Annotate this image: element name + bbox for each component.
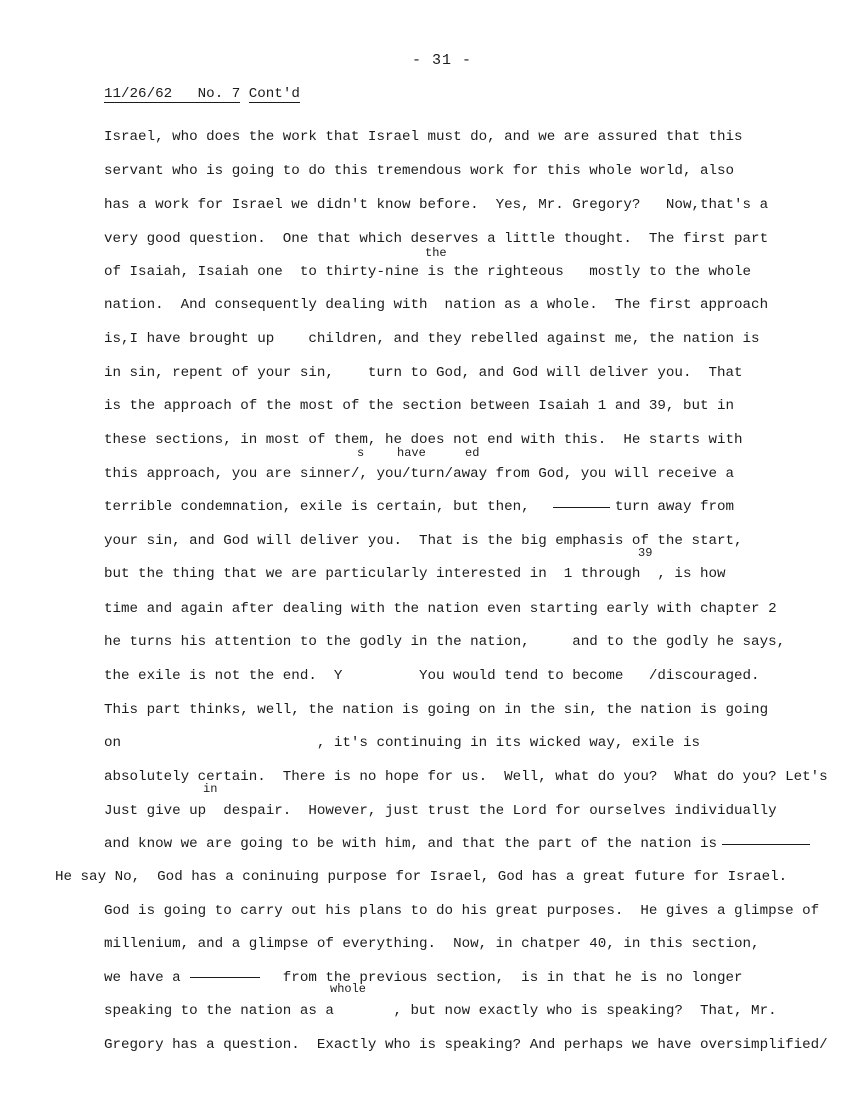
text-line: millenium, and a glimpse of everything. Now, in chatper 40, in this section, bbox=[104, 936, 760, 952]
insert-s: s bbox=[357, 446, 365, 460]
text-line: He say No, God has a coninuing purpose for Israel, God has a great future for Israel. bbox=[55, 869, 788, 885]
text-line: the exile is not the end. Y You would tend to become /discouraged. bbox=[104, 668, 760, 684]
text-line: we have a from the previous section, is in that he is no longer bbox=[104, 970, 743, 986]
insert-ed: ed bbox=[465, 446, 480, 460]
text-line: God is going to carry out his plans to do his great purposes. He gives a glimpse of bbox=[104, 903, 820, 919]
insert-in: in bbox=[203, 782, 218, 796]
page-number: - 31 - bbox=[412, 52, 473, 69]
page-header bbox=[104, 86, 300, 102]
text-line: but the thing that we are particularly interested in 1 through , is how bbox=[104, 566, 726, 582]
text-line: Israel, who does the work that Israel must do, and we are assured that this bbox=[104, 129, 743, 145]
text-line: he turns his attention to the godly in the nation, and to the godly he says, bbox=[104, 634, 786, 650]
text-line: servant who is going to do this tremendous work for this whole world, also bbox=[104, 163, 735, 179]
text-line: time and again after dealing with the nation even starting early with chapter 2 bbox=[104, 601, 777, 617]
text-line: these sections, in most of them, he does not end with this. He starts with bbox=[104, 432, 743, 448]
text-line: is the approach of the most of the section between Isaiah 1 and 39, but in bbox=[104, 398, 735, 414]
insert-whole: whole bbox=[330, 982, 367, 996]
text-line: nation. And consequently dealing with nation as a whole. The first approach bbox=[104, 297, 769, 313]
text-line: your sin, and God will deliver you. That is the big emphasis of the start, bbox=[104, 533, 743, 549]
text-line: absolutely certain. There is no hope for us. Well, what do you? What do you? Let's bbox=[104, 769, 828, 785]
text-line: on , it's continuing in its wicked way, exile is bbox=[104, 735, 700, 751]
blank-line bbox=[190, 977, 260, 978]
blank-line bbox=[722, 844, 810, 845]
text-line: of Isaiah, Isaiah one to thirty-nine is the righteous mostly to the whole bbox=[104, 264, 752, 280]
header-contd: Cont'd bbox=[248, 86, 300, 102]
text-line: very good question. One that which deserves a little thought. The first part bbox=[104, 231, 769, 247]
text-line: speaking to the nation as a , but now exactly who is speaking? That, Mr. bbox=[104, 1003, 777, 1019]
insert-have: have bbox=[397, 446, 426, 460]
insert-39: 39 bbox=[638, 546, 653, 560]
insert-the: the bbox=[425, 246, 447, 260]
header-date: 11/26/62 bbox=[104, 86, 173, 102]
text-line: terrible condemnation, exile is certain, but then, turn away from bbox=[104, 499, 735, 515]
blank-line bbox=[553, 507, 610, 508]
text-line: Just give up despair. However, just trust the Lord for ourselves individually bbox=[104, 803, 777, 819]
text-line: This part thinks, well, the nation is going on in the sin, the nation is going bbox=[104, 702, 769, 718]
text-line: has a work for Israel we didn't know before. Yes, Mr. Gregory? Now,that's a bbox=[104, 197, 769, 213]
header-number: No. 7 bbox=[197, 86, 241, 102]
text-line: is,I have brought up children, and they rebelled against me, the nation is bbox=[104, 331, 760, 347]
text-line: Gregory has a question. Exactly who is speaking? And perhaps we have oversimplified/ bbox=[104, 1037, 828, 1053]
text-line: this approach, you are sinner/, you/turn/away from God, you will receive a bbox=[104, 466, 735, 482]
text-line: and know we are going to be with him, and that the part of the nation is bbox=[104, 836, 717, 852]
text-line: in sin, repent of your sin, turn to God, and God will deliver you. That bbox=[104, 365, 743, 381]
